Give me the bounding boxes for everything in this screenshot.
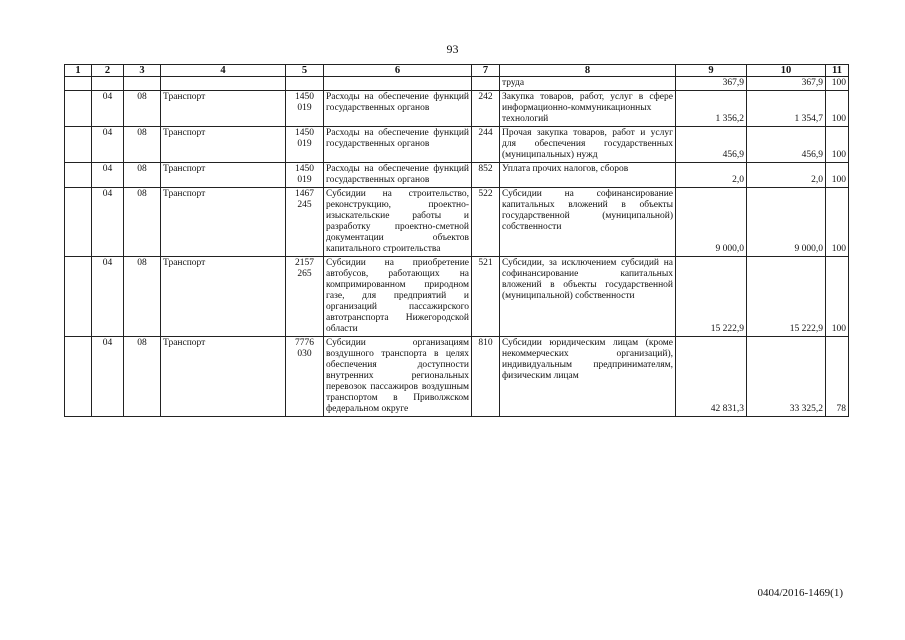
column-header: 2 (92, 65, 124, 77)
cell-c11: 100 (826, 188, 849, 257)
cell-c5: 1450 019 (286, 91, 324, 127)
cell-c3: 08 (124, 163, 161, 188)
cell-c5: 2157 265 (286, 257, 324, 337)
cell-c1 (65, 91, 92, 127)
page-number: 93 (446, 42, 459, 56)
cell-c6: Расходы на обеспечение функций государственных органов (324, 91, 472, 127)
cell-c2: 04 (92, 337, 124, 417)
cell-c5 (286, 77, 324, 91)
cell-c10: 456,9 (747, 127, 826, 163)
cell-c8: Субсидии на софинансирование капитальных вложений в объекты государственной (муниципальной) собственности (500, 188, 676, 257)
column-header: 7 (472, 65, 500, 77)
cell-c6: Расходы на обеспечение функций государственных органов (324, 163, 472, 188)
column-header: 3 (124, 65, 161, 77)
cell-c6: Расходы на обеспечение функций государственных органов (324, 127, 472, 163)
cell-c2: 04 (92, 163, 124, 188)
cell-c7: 852 (472, 163, 500, 188)
cell-c9: 456,9 (676, 127, 747, 163)
cell-c1 (65, 127, 92, 163)
cell-c9: 9 000,0 (676, 188, 747, 257)
cell-c4 (161, 77, 286, 91)
cell-c7: 522 (472, 188, 500, 257)
cell-c10: 15 222,9 (747, 257, 826, 337)
cell-c3: 08 (124, 127, 161, 163)
cell-c11: 100 (826, 91, 849, 127)
cell-c2: 04 (92, 257, 124, 337)
cell-c6: Субсидии на приобретение автобусов, работающих на компримированном природном газе, для предприятий и организаций пассажирского автотранспорта Нижегородской области (324, 257, 472, 337)
cell-c5: 1467 245 (286, 188, 324, 257)
cell-c8: Субсидии, за исключением субсидий на софинансирование капитальных вложений в объекты государственной (муниципальной) собственности (500, 257, 676, 337)
cell-c6: Субсидии на строительство, реконструкцию, проектно-изыскательские работы и разработку проектно-сметной документации объектов капитального строительства (324, 188, 472, 257)
cell-c8: труда (500, 77, 676, 91)
column-header: 8 (500, 65, 676, 77)
cell-c9: 1 356,2 (676, 91, 747, 127)
table-row (65, 337, 849, 417)
cell-c5: 1450 019 (286, 163, 324, 188)
cell-c1 (65, 337, 92, 417)
cell-c4: Транспорт (161, 91, 286, 127)
cell-c8: Закупка товаров, работ, услуг в сфере информационно-коммуникационных технологий (500, 91, 676, 127)
cell-c7: 521 (472, 257, 500, 337)
cell-c10: 1 354,7 (747, 91, 826, 127)
cell-c11: 100 (826, 257, 849, 337)
cell-c10: 2,0 (747, 163, 826, 188)
cell-c7: 242 (472, 91, 500, 127)
cell-c4: Транспорт (161, 127, 286, 163)
cell-c3 (124, 77, 161, 91)
cell-c10: 33 325,2 (747, 337, 826, 417)
budget-table (64, 64, 849, 417)
cell-c7 (472, 77, 500, 91)
column-header: 11 (826, 65, 849, 77)
cell-c5: 7776 030 (286, 337, 324, 417)
cell-c2: 04 (92, 127, 124, 163)
table-row (65, 257, 849, 337)
table-row (65, 77, 849, 91)
column-header: 4 (161, 65, 286, 77)
cell-c2 (92, 77, 124, 91)
cell-c11: 78 (826, 337, 849, 417)
cell-c5: 1450 019 (286, 127, 324, 163)
cell-c6 (324, 77, 472, 91)
cell-c3: 08 (124, 91, 161, 127)
cell-c2: 04 (92, 91, 124, 127)
cell-c10: 9 000,0 (747, 188, 826, 257)
cell-c4: Транспорт (161, 163, 286, 188)
table-row (65, 188, 849, 257)
cell-c11: 100 (826, 127, 849, 163)
cell-c10: 367,9 (747, 77, 826, 91)
cell-c1 (65, 257, 92, 337)
cell-c9: 15 222,9 (676, 257, 747, 337)
table-row (65, 163, 849, 188)
document-id: 0404/2016-1469(1) (757, 587, 843, 599)
cell-c3: 08 (124, 257, 161, 337)
cell-c3: 08 (124, 337, 161, 417)
cell-c4: Транспорт (161, 257, 286, 337)
cell-c6: Субсидии организациям воздушного транспорта в целях обеспечения доступности внутренних региональных перевозок пассажиров воздушным транспортом в Приволжском федеральном округе (324, 337, 472, 417)
cell-c8: Прочая закупка товаров, работ и услуг для обеспечения государственных (муниципальных) нужд (500, 127, 676, 163)
column-header: 1 (65, 65, 92, 77)
column-header: 9 (676, 65, 747, 77)
table-row (65, 91, 849, 127)
cell-c3: 08 (124, 188, 161, 257)
column-header: 6 (324, 65, 472, 77)
cell-c4: Транспорт (161, 188, 286, 257)
cell-c8: Субсидии юридическим лицам (кроме некоммерческих организаций), индивидуальным предпринимателям, физическим лицам (500, 337, 676, 417)
cell-c9: 42 831,3 (676, 337, 747, 417)
cell-c11: 100 (826, 163, 849, 188)
table-row (65, 127, 849, 163)
cell-c1 (65, 163, 92, 188)
cell-c9: 367,9 (676, 77, 747, 91)
column-header: 10 (747, 65, 826, 77)
cell-c7: 244 (472, 127, 500, 163)
cell-c9: 2,0 (676, 163, 747, 188)
column-header: 5 (286, 65, 324, 77)
table-header-row (65, 65, 849, 77)
cell-c4: Транспорт (161, 337, 286, 417)
cell-c1 (65, 77, 92, 91)
cell-c8: Уплата прочих налогов, сборов (500, 163, 676, 188)
cell-c7: 810 (472, 337, 500, 417)
cell-c2: 04 (92, 188, 124, 257)
cell-c11: 100 (826, 77, 849, 91)
cell-c1 (65, 188, 92, 257)
